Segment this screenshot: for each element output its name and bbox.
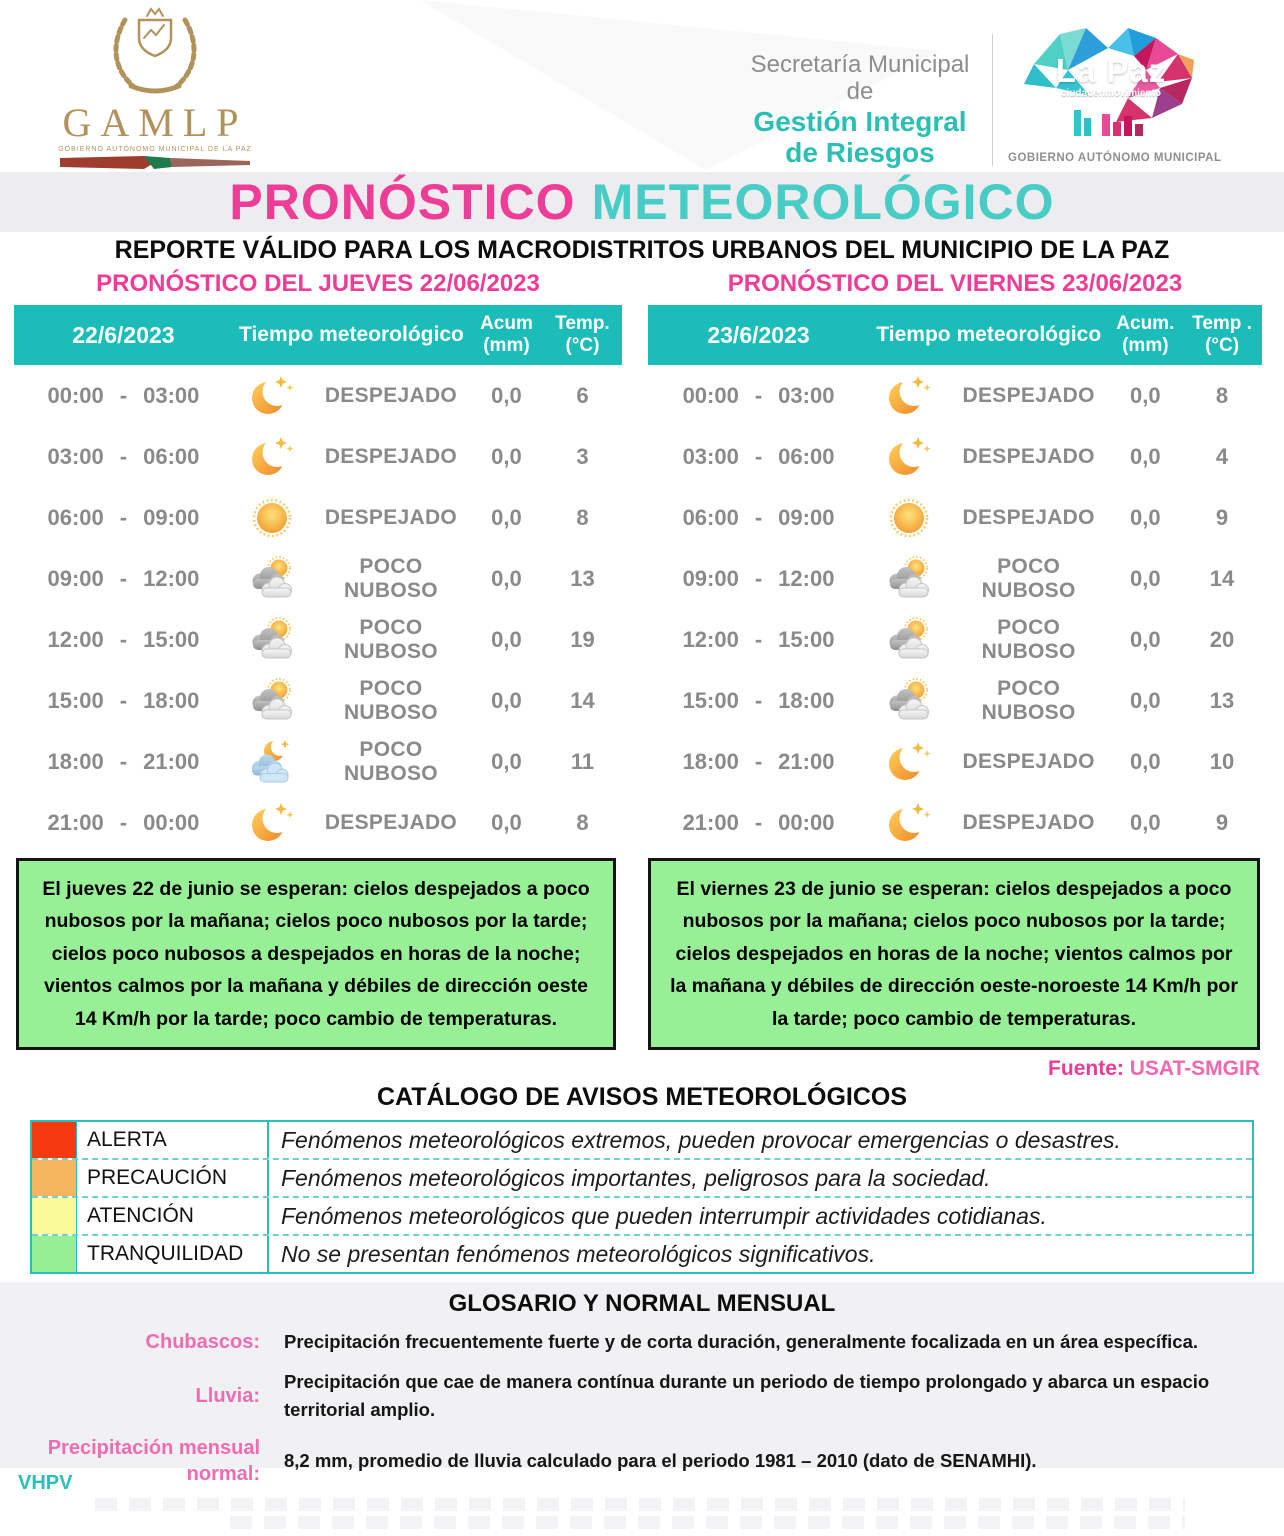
time-start: 00:00 [47, 382, 104, 408]
temp-value: 9 [1215, 504, 1229, 530]
condition-label: POCO NUBOSO [343, 554, 438, 602]
column-header-temp-line2: (°C) [1205, 335, 1240, 356]
moon-stars-icon [869, 371, 949, 421]
forecast-row [14, 487, 622, 548]
section-title-thursday: PRONÓSTICO DEL JUEVES 22/06/2023 [96, 270, 540, 297]
glossary-term: Chubascos: [145, 1330, 260, 1353]
column-header-acum-line2: (mm) [483, 335, 530, 356]
time-start: 12:00 [47, 626, 104, 652]
time-start: 18:00 [682, 748, 739, 774]
page-title-part1: PRONÓSTICO [229, 174, 576, 230]
lapaz-logo [1008, 26, 1222, 164]
glossary-definition: Precipitación que cae de manera contínua durante un periodo de tiempo prolongado y abarca un espacio territorial amplio. [284, 1370, 1210, 1420]
time-start: 09:00 [682, 565, 739, 591]
column-header-temp [543, 313, 622, 357]
tranquility-color-swatch [32, 1236, 77, 1272]
time-range [14, 688, 233, 714]
temp-value: 11 [570, 748, 595, 774]
acum-value: 0,0 [1130, 443, 1161, 469]
time-separator: - [119, 504, 128, 530]
page-title [0, 172, 1284, 232]
glossary-term: Precipitación mensual normal: [47, 1437, 260, 1486]
time-range [648, 749, 869, 775]
column-header-acum-line1: Acum [480, 313, 533, 335]
forecast-table-header [14, 305, 622, 365]
forecast-row [648, 792, 1262, 853]
lapaz-subtitle: ciudadenmovimiento [1060, 88, 1161, 99]
forecast-row [648, 548, 1262, 609]
forecast-table-header [648, 305, 1262, 365]
catalog-description: Fenómenos meteorológicos importantes, peligrosos para la sociedad. [281, 1164, 991, 1191]
summary-thursday: El jueves 22 de junio se esperan: cielos despejados a poco nubosos por la mañana; cielos poco nubosos por la tarde; cielos poco nubosos a despejados en horas de la noche; vientos calmos por la mañana y débiles de dirección oeste 14 Km/h por la tarde; poco cambio de temperaturas. [16, 858, 616, 1050]
catalog-title: CATÁLOGO DE AVISOS METEOROLÓGICOS [376, 1083, 908, 1111]
time-separator: - [119, 809, 128, 835]
time-separator: - [754, 443, 763, 469]
time-end: 18:00 [143, 687, 200, 713]
page-subtitle: REPORTE VÁLIDO PARA LOS MACRODISTRITOS URBANOS DEL MUNICIPIO DE LA PAZ [114, 236, 1170, 264]
precaution-color-swatch [32, 1160, 77, 1196]
column-header-weather: Tiempo meteorológico [876, 323, 1102, 346]
acum-value: 0,0 [1130, 504, 1161, 530]
condition-label: POCO NUBOSO [343, 676, 438, 724]
secretaria-line1: Secretaría Municipal de [750, 51, 970, 105]
time-start: 03:00 [47, 443, 104, 469]
forecast-row [648, 426, 1262, 487]
page-title-part2: METEOROLÓGICO [591, 174, 1055, 230]
time-range [14, 383, 233, 409]
column-header-temp [1182, 313, 1262, 357]
glossary-list [14, 1328, 1264, 1487]
sun-behind-cloud-icon [869, 615, 949, 665]
catalog-row-alerta [32, 1122, 1252, 1158]
temp-value: 3 [576, 443, 589, 469]
source-line [648, 1057, 1260, 1081]
column-header-temp-line2: (°C) [565, 335, 600, 356]
temp-value: 4 [1215, 443, 1229, 469]
time-separator: - [119, 687, 128, 713]
forecast-row [648, 670, 1262, 731]
column-header-temp-line1: Temp . [1192, 313, 1252, 335]
acum-value: 0,0 [491, 443, 522, 469]
forecast-row [14, 792, 622, 853]
secretaria-line2: Gestión Integral [753, 105, 967, 137]
column-header-acum [470, 313, 543, 357]
acum-value: 0,0 [1130, 809, 1161, 835]
column-header-acum-line1: Acum. [1116, 313, 1175, 335]
time-range [648, 566, 869, 592]
time-start: 15:00 [682, 687, 739, 713]
author-initials: VHPV [18, 1472, 73, 1494]
acum-value: 0,0 [1130, 382, 1161, 408]
time-end: 00:00 [778, 809, 835, 835]
time-separator: - [119, 626, 128, 652]
time-start: 06:00 [682, 504, 739, 530]
time-end: 18:00 [778, 687, 835, 713]
acum-value: 0,0 [1130, 687, 1161, 713]
time-start: 21:00 [682, 809, 739, 835]
acum-value: 0,0 [1130, 626, 1161, 652]
forecast-row [14, 548, 622, 609]
time-end: 06:00 [778, 443, 835, 469]
condition-label: DESPEJADO [324, 810, 458, 834]
time-start: 15:00 [47, 687, 104, 713]
condition-label: DESPEJADO [962, 505, 1095, 529]
acum-value: 0,0 [491, 809, 522, 835]
forecast-table-friday [648, 305, 1262, 853]
temp-value: 13 [570, 565, 595, 591]
temp-value: 8 [576, 504, 589, 530]
glossary-definition: Precipitación frecuentemente fuerte y de corta duración, generalmente focalizada en un área específica. [284, 1331, 1199, 1352]
column-header-date: 22/6/2023 [72, 321, 175, 348]
time-separator: - [119, 382, 128, 408]
time-range [14, 566, 233, 592]
catalog-row-atencion [32, 1196, 1252, 1234]
sun-behind-cloud-icon [869, 676, 949, 726]
catalog-row-precaucion [32, 1158, 1252, 1196]
acum-value: 0,0 [1130, 748, 1161, 774]
catalog-level: ALERTA [77, 1122, 269, 1158]
time-end: 06:00 [143, 443, 200, 469]
time-end: 00:00 [143, 809, 200, 835]
acum-value: 0,0 [491, 504, 522, 530]
condition-label: POCO NUBOSO [981, 554, 1076, 602]
condition-label: DESPEJADO [962, 383, 1095, 407]
moon-stars-icon [869, 432, 949, 482]
time-range [648, 444, 869, 470]
acum-value: 0,0 [491, 626, 522, 652]
temp-value: 14 [1209, 565, 1235, 591]
forecast-row [648, 731, 1262, 792]
forecast-row [14, 731, 622, 792]
time-separator: - [754, 809, 763, 835]
time-start: 12:00 [682, 626, 739, 652]
time-separator: - [754, 504, 763, 530]
time-end: 12:00 [143, 565, 200, 591]
gamlp-acronym: GAMLP [62, 100, 248, 145]
acum-value: 0,0 [491, 748, 522, 774]
sun-behind-cloud-icon [233, 676, 312, 726]
time-range [648, 688, 869, 714]
temp-value: 8 [1215, 382, 1229, 408]
acum-value: 0,0 [1130, 565, 1161, 591]
sun-icon [233, 493, 312, 543]
temp-value: 14 [570, 687, 595, 713]
catalog-level: PRECAUCIÓN [77, 1160, 269, 1196]
acum-value: 0,0 [491, 382, 522, 408]
time-start: 00:00 [682, 382, 739, 408]
time-range [14, 627, 233, 653]
secretaria-line3: de Riesgos [785, 137, 935, 169]
condition-label: DESPEJADO [962, 749, 1095, 773]
moon-stars-icon [869, 798, 949, 848]
time-separator: - [754, 687, 763, 713]
time-separator: - [754, 382, 763, 408]
sun-behind-cloud-icon [869, 554, 949, 604]
time-separator: - [119, 748, 128, 774]
time-start: 21:00 [47, 809, 104, 835]
forecast-row [648, 609, 1262, 670]
forecast-row [648, 487, 1262, 548]
column-header-acum-line2: (mm) [1122, 335, 1169, 356]
time-range [648, 810, 869, 836]
moon-behind-cloud-icon [233, 737, 312, 787]
time-separator: - [119, 565, 128, 591]
time-range [648, 383, 869, 409]
catalog-level: ATENCIÓN [77, 1198, 269, 1234]
time-end: 15:00 [143, 626, 200, 652]
time-separator: - [119, 443, 128, 469]
condition-label: POCO NUBOSO [343, 737, 438, 785]
sun-icon [869, 493, 949, 543]
time-start: 18:00 [47, 748, 104, 774]
condition-label: DESPEJADO [324, 444, 458, 468]
time-range [648, 627, 869, 653]
sun-behind-cloud-icon [233, 615, 312, 665]
footer-strip [95, 1498, 1185, 1511]
catalog-description: Fenómenos meteorológicos que pueden interrumpir actividades cotidianas. [281, 1202, 1047, 1229]
time-end: 21:00 [778, 748, 835, 774]
temp-value: 8 [576, 809, 589, 835]
forecast-table-thursday [14, 305, 622, 853]
summary-friday: El viernes 23 de junio se esperan: cielos despejados a poco nubosos por la mañana; cielos poco nubosos por la tarde; cielos despejados en horas de la noche; vientos calmos por la mañana y débiles de dirección oeste-noroeste 14 Km/h por la tarde; poco cambio de temperaturas. [648, 858, 1260, 1050]
gamlp-crest-icon [93, 4, 217, 96]
time-end: 12:00 [778, 565, 835, 591]
condition-label: POCO NUBOSO [343, 615, 438, 663]
time-start: 09:00 [47, 565, 104, 591]
time-end: 21:00 [143, 748, 200, 774]
column-header-acum [1108, 313, 1182, 357]
time-range [14, 505, 233, 531]
moon-stars-icon [233, 432, 312, 482]
footer-strip [230, 1516, 1185, 1529]
time-end: 03:00 [778, 382, 835, 408]
forecast-row [648, 365, 1262, 426]
condition-label: DESPEJADO [324, 383, 458, 407]
glossary-term: Lluvia: [195, 1384, 260, 1407]
time-start: 03:00 [682, 443, 739, 469]
column-header-date: 23/6/2023 [707, 321, 810, 348]
source-label: Fuente: [1048, 1057, 1124, 1080]
forecast-row [14, 426, 622, 487]
acum-value: 0,0 [491, 565, 522, 591]
time-end: 03:00 [143, 382, 200, 408]
catalog-row-tranquilidad [32, 1234, 1252, 1272]
alert-color-swatch [32, 1122, 77, 1158]
time-range [14, 810, 233, 836]
lapaz-title: La Paz [1055, 52, 1167, 89]
time-range [14, 749, 233, 775]
time-end: 09:00 [778, 504, 835, 530]
catalog-table [30, 1120, 1254, 1274]
time-separator: - [754, 626, 763, 652]
source-value: USAT-SMGIR [1129, 1057, 1260, 1080]
column-header-weather: Tiempo meteorológico [239, 323, 464, 346]
temp-value: 10 [1209, 748, 1235, 774]
catalog-description: No se presentan fenómenos meteorológicos significativos. [281, 1240, 876, 1267]
column-header-temp-line1: Temp. [555, 313, 610, 335]
time-range [14, 444, 233, 470]
time-end: 15:00 [778, 626, 835, 652]
sun-behind-cloud-icon [233, 554, 312, 604]
condition-label: DESPEJADO [324, 505, 458, 529]
gamlp-ribbon-icon [60, 155, 250, 171]
glossary-title: GLOSARIO Y NORMAL MENSUAL [448, 1290, 836, 1317]
time-start: 06:00 [47, 504, 104, 530]
temp-value: 19 [570, 626, 595, 652]
condition-label: DESPEJADO [962, 444, 1095, 468]
time-range [648, 505, 869, 531]
time-separator: - [754, 748, 763, 774]
condition-label: POCO NUBOSO [981, 615, 1076, 663]
forecast-row [14, 365, 622, 426]
temp-value: 9 [1215, 809, 1229, 835]
time-end: 09:00 [143, 504, 200, 530]
temp-value: 20 [1209, 626, 1235, 652]
moon-stars-icon [233, 371, 312, 421]
forecast-row [14, 609, 622, 670]
gamlp-logo [50, 4, 260, 176]
catalog-level: TRANQUILIDAD [77, 1236, 269, 1272]
acum-value: 0,0 [491, 687, 522, 713]
time-separator: - [754, 565, 763, 591]
moon-stars-icon [233, 798, 312, 848]
attention-color-swatch [32, 1198, 77, 1234]
forecast-row [14, 670, 622, 731]
condition-label: POCO NUBOSO [981, 676, 1076, 724]
condition-label: DESPEJADO [962, 810, 1095, 834]
secretaria-block [735, 52, 985, 168]
gamlp-caption: GOBIERNO AUTÓNOMO MUNICIPAL DE LA PAZ [58, 146, 252, 153]
lapaz-caption: GOBIERNO AUTÓNOMO MUNICIPAL [1008, 152, 1222, 164]
moon-stars-icon [869, 737, 949, 787]
temp-value: 6 [576, 382, 589, 408]
glossary-definition: 8,2 mm, promedio de lluvia calculado para el periodo 1981 – 2010 (dato de SENAMHI). [284, 1450, 1037, 1472]
temp-value: 13 [1209, 687, 1235, 713]
catalog-description: Fenómenos meteorológicos extremos, pueden provocar emergencias o desastres. [281, 1126, 1121, 1153]
section-title-friday: PRONÓSTICO DEL VIERNES 23/06/2023 [727, 270, 1183, 297]
header-divider [992, 34, 993, 166]
